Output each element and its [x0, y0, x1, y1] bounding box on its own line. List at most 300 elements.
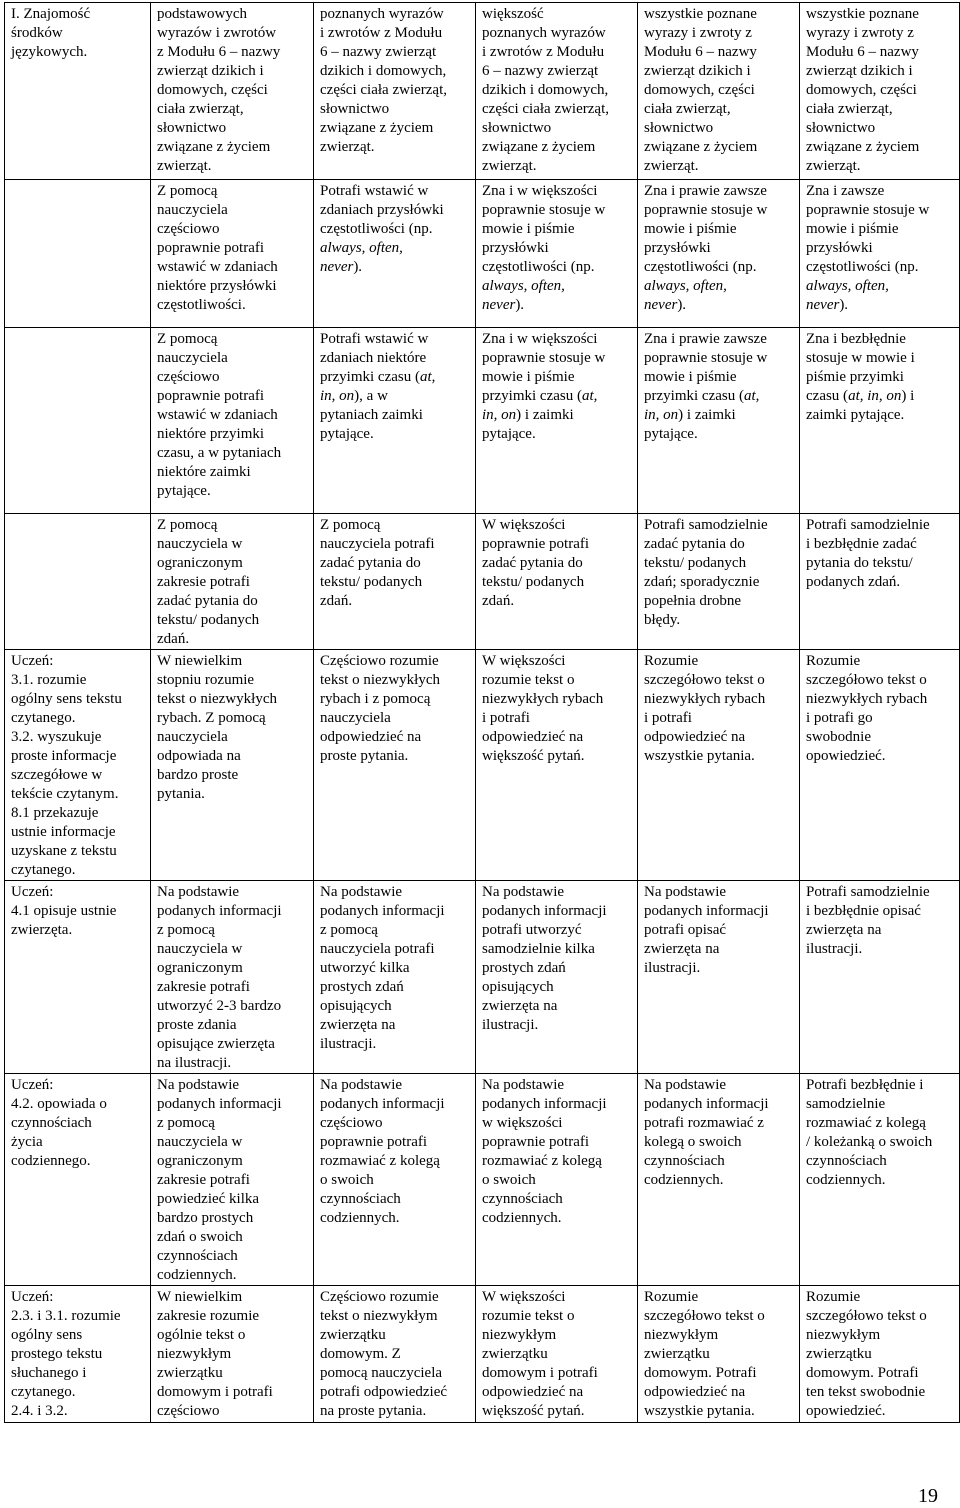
cell-text-line: i potrafi go	[806, 710, 873, 726]
cell-text-line: ograniczonym	[157, 1153, 243, 1169]
cell-text-line: nauczyciela	[157, 729, 228, 745]
cell-text-line: always, often,	[482, 278, 565, 294]
cell-text-line: samodzielnie kilka	[482, 941, 595, 957]
cell-text-line: niezwykłym	[482, 1327, 557, 1343]
table-cell-level-3-column	[476, 514, 638, 650]
cell-text-line: nauczyciela potrafi	[320, 536, 435, 552]
cell-text-line: domowym. Potrafi	[644, 1365, 757, 1381]
cell-text-line: opowiedzieć.	[806, 1403, 886, 1419]
cell-text-line: z pomocą	[320, 922, 378, 938]
cell-text-line: przysłówki	[806, 240, 873, 256]
cell-text-line: zaimki pytające.	[806, 407, 905, 423]
table-cell-level-4-column	[638, 514, 800, 650]
cell-text-line: stosuje w mowie i	[806, 350, 915, 366]
cell-text-line: szczegółowe w	[11, 767, 103, 783]
cell-text-line: podstawowych	[157, 6, 247, 22]
cell-text-line: zakresie potrafi	[157, 979, 250, 995]
cell-text-line: Zna i prawie zawsze	[644, 183, 767, 199]
cell-text-line: opisujące zwierzęta	[157, 1036, 275, 1052]
cell-text-line: stopniu rozumie	[157, 672, 255, 688]
cell-text-line: poprawnie potrafi	[482, 536, 590, 552]
table-cell-level-4-column	[638, 881, 800, 1074]
cell-text-line: związane z życiem	[482, 139, 596, 155]
table-cell-level-5-column	[800, 1286, 960, 1423]
cell-text-line: zwierzęta na	[320, 1017, 396, 1033]
cell-text-line: czynnościach	[320, 1191, 401, 1207]
cell-text-line: słownictwo	[644, 120, 714, 136]
cell-text-line: rozumie tekst o	[482, 672, 575, 688]
cell-text-line: czynnościach	[482, 1191, 563, 1207]
cell-text-line: i potrafi	[482, 710, 530, 726]
cell-text-line: tekstu/ podanych	[644, 555, 747, 571]
cell-text-line: zadać pytania do	[320, 555, 421, 571]
table-cell-level-4-column	[638, 180, 800, 328]
cell-text-line: niektóre przysłówki	[157, 278, 277, 294]
cell-text-line: Potrafi wstawić w	[320, 183, 429, 199]
cell-text-line: 2.4. i 3.2.	[11, 1403, 68, 1419]
cell-text-line: potrafi opisać	[644, 922, 727, 938]
cell-text-line: 4.2. opowiada o	[11, 1096, 107, 1112]
cell-text-line: prostych zdań	[320, 979, 404, 995]
cell-text-line: częstotliwości (np.	[806, 259, 919, 275]
table-cell-skill-column	[5, 881, 151, 1074]
cell-text-line: poprawnie potrafi	[320, 1134, 428, 1150]
cell-text-line: domowych, części	[644, 82, 755, 98]
cell-text-line: always, often,	[806, 278, 889, 294]
cell-text-line: Z pomocą	[157, 517, 218, 533]
cell-text-line: zwierzęta na	[806, 922, 882, 938]
table-cell-level-3-column	[476, 3, 638, 180]
cell-text-line: W większości	[482, 1289, 566, 1305]
cell-text-line: rozmawiać z kolegą	[482, 1153, 602, 1169]
cell-text-line: pytania do tekstu/	[806, 555, 913, 571]
table-cell-level-1-column	[151, 180, 314, 328]
cell-text-line: zdań.	[482, 593, 515, 609]
table-row	[5, 881, 960, 1074]
table-row	[5, 1286, 960, 1423]
cell-text-line: 4.1 opisuje ustnie	[11, 903, 117, 919]
cell-text-line: poprawnie potrafi	[157, 240, 265, 256]
cell-text-line: nauczyciela	[320, 710, 391, 726]
cell-text-line: powiedzieć kilka	[157, 1191, 260, 1207]
cell-text-line: rozmawiać z kolegą	[320, 1153, 440, 1169]
cell-text-line: przyimki czasu (at,	[320, 369, 436, 385]
cell-text-line: zakresie potrafi	[157, 1172, 250, 1188]
cell-text-line: i potrafi	[644, 710, 692, 726]
cell-text-line: związane z życiem	[644, 139, 758, 155]
cell-text-line: zwierzątku	[806, 1346, 872, 1362]
cell-text-line: odpowiedzieć na	[644, 1384, 746, 1400]
cell-text-line: odpowiedzieć na	[482, 729, 584, 745]
cell-text-line: częściowo	[320, 1115, 383, 1131]
cell-text-line: zwierząt.	[482, 158, 537, 174]
cell-text-line: Na podstawie	[644, 884, 727, 900]
cell-text-line: językowych.	[11, 44, 88, 60]
cell-text-line: życia	[11, 1134, 43, 1150]
cell-text-line: szczegółowo tekst o	[806, 1308, 927, 1324]
cell-text-line: Na podstawie	[157, 884, 240, 900]
cell-text-line: codziennych.	[806, 1172, 886, 1188]
cell-text-line: wszystkie pytania.	[644, 1403, 755, 1419]
cell-text-line: niezwykłych rybach	[644, 691, 766, 707]
cell-text-line: czynnościach	[644, 1153, 725, 1169]
cell-text-line: Rozumie	[644, 653, 699, 669]
cell-text-line: zwierzęta.	[11, 922, 73, 938]
cell-text-line: swobodnie	[806, 729, 871, 745]
cell-text-line: błędy.	[644, 612, 681, 628]
cell-text-line: wyrazy i zwroty z	[806, 25, 914, 41]
cell-text-line: przysłówki	[482, 240, 549, 256]
table-row	[5, 328, 960, 514]
table-row	[5, 3, 960, 180]
cell-text-line: prostego tekstu	[11, 1346, 103, 1362]
cell-text-line: odpowiedzieć na	[320, 729, 422, 745]
cell-text-line: potrafi utworzyć	[482, 922, 582, 938]
table-cell-level-4-column	[638, 328, 800, 514]
cell-text-line: zadać pytania do	[482, 555, 583, 571]
cell-text-line: proste informacje	[11, 748, 117, 764]
cell-text-line: opisujących	[482, 979, 554, 995]
cell-text-line: prostych zdań	[482, 960, 566, 976]
cell-text-line: Z pomocą	[157, 183, 218, 199]
cell-text-line: W większości	[482, 517, 566, 533]
cell-text-line: ogólny sens tekstu	[11, 691, 122, 707]
cell-text-line: związane z życiem	[806, 139, 920, 155]
cell-text-line: codziennego.	[11, 1153, 91, 1169]
cell-text-line: zadać pytania do	[644, 536, 745, 552]
cell-text-line: większość pytań.	[482, 748, 585, 764]
cell-text-line: domowym. Z	[320, 1346, 401, 1362]
table-cell-level-1-column	[151, 881, 314, 1074]
cell-text-line: codziennych.	[320, 1210, 400, 1226]
cell-text-line: rozumie tekst o	[482, 1308, 575, 1324]
criteria-table-body	[5, 3, 960, 1423]
cell-text-line: czytanego.	[11, 1384, 76, 1400]
cell-text-line: podanych informacji	[482, 903, 607, 919]
cell-text-line: pomocą nauczyciela	[320, 1365, 443, 1381]
cell-text-line: ten tekst swobodnie	[806, 1384, 926, 1400]
cell-text-line: Potrafi wstawić w	[320, 331, 429, 347]
cell-text-line: rybach. Z pomocą	[157, 710, 266, 726]
cell-text-line: / koleżanką o swoich	[806, 1134, 933, 1150]
cell-text-line: ciała zwierząt,	[806, 101, 893, 117]
cell-text-line: codziennych.	[482, 1210, 562, 1226]
cell-text-line: domowym. Potrafi	[806, 1365, 919, 1381]
cell-text-line: 6 – nazwy zwierząt	[482, 63, 599, 79]
cell-text-line: pytaniach zaimki	[320, 407, 423, 423]
cell-text-line: opowiedzieć.	[806, 748, 886, 764]
cell-text-line: never).	[806, 297, 849, 313]
table-cell-skill-column	[5, 180, 151, 328]
page-number: 19	[918, 1485, 938, 1507]
table-cell-level-5-column	[800, 3, 960, 180]
cell-text-line: bardzo proste	[157, 767, 239, 783]
cell-text-line: in, on) i zaimki	[644, 407, 736, 423]
cell-text-line: ograniczonym	[157, 555, 243, 571]
cell-text-line: częstotliwości (np.	[320, 221, 433, 237]
cell-text-line: częstotliwości (np.	[482, 259, 595, 275]
cell-text-line: nauczyciela w	[157, 1134, 243, 1150]
cell-text-line: Uczeń:	[11, 1289, 54, 1305]
cell-text-line: Częściowo rozumie	[320, 653, 439, 669]
cell-text-line: kolegą o swoich	[644, 1134, 742, 1150]
cell-text-line: tekst o niezwykłym	[320, 1308, 438, 1324]
cell-text-line: never).	[482, 297, 525, 313]
cell-text-line: zwierząt dzikich i	[157, 63, 264, 79]
table-cell-level-2-column	[314, 514, 476, 650]
cell-text-line: zwierząt.	[320, 139, 375, 155]
cell-text-line: mowie i piśmie	[644, 369, 737, 385]
cell-text-line: piśmie przyimki	[806, 369, 904, 385]
cell-text-line: ciała zwierząt,	[157, 101, 244, 117]
cell-text-line: domowym i potrafi	[157, 1384, 273, 1400]
cell-text-line: Na podstawie	[157, 1077, 240, 1093]
cell-text-line: zwierzęta na	[644, 941, 720, 957]
cell-text-line: zdań.	[157, 631, 190, 647]
cell-text-line: zwierzątku	[157, 1365, 223, 1381]
cell-text-line: zakresie rozumie	[157, 1308, 260, 1324]
cell-text-line: Rozumie	[806, 1289, 861, 1305]
cell-text-line: poprawnie stosuje w	[644, 350, 768, 366]
table-cell-level-1-column	[151, 650, 314, 881]
table-cell-level-3-column	[476, 1286, 638, 1423]
cell-text-line: ilustracji.	[482, 1017, 539, 1033]
cell-text-line: niezwykłym	[644, 1327, 719, 1343]
cell-text-line: in, on) i zaimki	[482, 407, 574, 423]
cell-text-line: zwierząt.	[806, 158, 861, 174]
cell-text-line: nauczyciela w	[157, 941, 243, 957]
cell-text-line: poprawnie stosuje w	[644, 202, 768, 218]
cell-text-line: tekst o niezwykłych	[157, 691, 277, 707]
cell-text-line: always, often,	[644, 278, 727, 294]
cell-text-line: podanych informacji	[482, 1096, 607, 1112]
cell-text-line: dzikich i domowych,	[482, 82, 609, 98]
cell-text-line: niezwykłym	[806, 1327, 881, 1343]
criteria-table	[4, 2, 960, 1423]
cell-text-line: niezwykłych rybach	[482, 691, 604, 707]
cell-text-line: Na podstawie	[320, 884, 403, 900]
cell-text-line: Rozumie	[806, 653, 861, 669]
cell-text-line: wyrazy i zwroty z	[644, 25, 752, 41]
cell-text-line: ciała zwierząt,	[644, 101, 731, 117]
cell-text-line: proste pytania.	[320, 748, 409, 764]
cell-text-line: Zna i w większości	[482, 183, 598, 199]
cell-text-line: Potrafi samodzielnie	[806, 884, 930, 900]
cell-text-line: Rozumie	[644, 1289, 699, 1305]
cell-text-line: z pomocą	[157, 922, 215, 938]
cell-text-line: Uczeń:	[11, 1077, 54, 1093]
cell-text-line: podanych informacji	[644, 1096, 769, 1112]
cell-text-line: słownictwo	[806, 120, 876, 136]
cell-text-line: zwierząt.	[157, 158, 212, 174]
cell-text-line: związane z życiem	[157, 139, 271, 155]
cell-text-line: Z pomocą	[320, 517, 381, 533]
cell-text-line: częściowo	[157, 221, 220, 237]
cell-text-line: czytanego.	[11, 710, 76, 726]
cell-text-line: czynnościach	[806, 1153, 887, 1169]
cell-text-line: słownictwo	[482, 120, 552, 136]
cell-text-line: niezwykłym	[157, 1346, 232, 1362]
cell-text-line: W niewielkim	[157, 1289, 243, 1305]
table-cell-level-5-column	[800, 881, 960, 1074]
table-cell-level-5-column	[800, 1074, 960, 1286]
cell-text-line: i zwrotów z Modułu	[482, 44, 605, 60]
cell-text-line: ilustracji.	[806, 941, 863, 957]
cell-text-line: podanych informacji	[157, 903, 282, 919]
cell-text-line: uzyskane z tekstu	[11, 843, 117, 859]
cell-text-line: pytające.	[320, 426, 374, 442]
table-cell-level-1-column	[151, 1286, 314, 1423]
cell-text-line: poprawnie potrafi	[482, 1134, 590, 1150]
cell-text-line: Uczeń:	[11, 884, 54, 900]
cell-text-line: codziennych.	[157, 1267, 237, 1283]
table-cell-level-1-column	[151, 1074, 314, 1286]
table-cell-level-2-column	[314, 881, 476, 1074]
cell-text-line: podanych informacji	[644, 903, 769, 919]
cell-text-line: 2.3. i 3.1. rozumie	[11, 1308, 121, 1324]
cell-text-line: zdań.	[320, 593, 353, 609]
table-row	[5, 1074, 960, 1286]
table-cell-level-1-column	[151, 3, 314, 180]
cell-text-line: Zna i w większości	[482, 331, 598, 347]
cell-text-line: z Modułu 6 – nazwy	[157, 44, 281, 60]
cell-text-line: ilustracji.	[320, 1036, 377, 1052]
cell-text-line: na ilustracji.	[157, 1055, 232, 1071]
table-cell-level-2-column	[314, 328, 476, 514]
cell-text-line: rybach i z pomocą	[320, 691, 431, 707]
cell-text-line: wszystkie pytania.	[644, 748, 755, 764]
cell-text-line: zwierzęta na	[482, 998, 558, 1014]
cell-text-line: samodzielnie	[806, 1096, 886, 1112]
cell-text-line: nauczyciela potrafi	[320, 941, 435, 957]
table-cell-level-3-column	[476, 1074, 638, 1286]
cell-text-line: Potrafi bezbłędnie i	[806, 1077, 924, 1093]
cell-text-line: podanych informacji	[320, 903, 445, 919]
cell-text-line: rozmawiać z kolegą	[806, 1115, 926, 1131]
table-cell-level-4-column	[638, 1074, 800, 1286]
cell-text-line: czynnościach	[157, 1248, 238, 1264]
cell-text-line: zwierzątku	[320, 1327, 386, 1343]
cell-text-line: niektóre przyimki	[157, 426, 265, 442]
table-cell-level-5-column	[800, 650, 960, 881]
cell-text-line: i bezbłędnie zadać	[806, 536, 917, 552]
cell-text-line: bardzo prostych	[157, 1210, 254, 1226]
table-cell-level-3-column	[476, 180, 638, 328]
cell-text-line: Modułu 6 – nazwy	[644, 44, 757, 60]
cell-text-line: I. Znajomość	[11, 6, 91, 22]
cell-text-line: poprawnie stosuje w	[482, 202, 606, 218]
cell-text-line: wszystkie poznane	[644, 6, 757, 22]
cell-text-line: utworzyć kilka	[320, 960, 410, 976]
cell-text-line: 6 – nazwy zwierząt	[320, 44, 437, 60]
cell-text-line: 3.1. rozumie	[11, 672, 87, 688]
cell-text-line: zwierzątku	[644, 1346, 710, 1362]
cell-text-line: zwierząt dzikich i	[806, 63, 913, 79]
cell-text-line: 8.1 przekazuje	[11, 805, 99, 821]
cell-text-line: Na podstawie	[482, 1077, 565, 1093]
table-cell-skill-column	[5, 650, 151, 881]
cell-text-line: mowie i piśmie	[482, 221, 575, 237]
table-cell-skill-column	[5, 1286, 151, 1423]
table-cell-level-5-column	[800, 328, 960, 514]
cell-text-line: częściowo	[157, 1403, 220, 1419]
cell-text-line: częstotliwości (np.	[644, 259, 757, 275]
cell-text-line: częstotliwości.	[157, 297, 246, 313]
cell-text-line: Z pomocą	[157, 331, 218, 347]
cell-text-line: mowie i piśmie	[482, 369, 575, 385]
cell-text-line: szczegółowo tekst o	[644, 672, 765, 688]
table-cell-skill-column	[5, 3, 151, 180]
cell-text-line: większość pytań.	[482, 1403, 585, 1419]
cell-text-line: odpowiedzieć na	[644, 729, 746, 745]
cell-text-line: tekstu/ podanych	[157, 612, 260, 628]
cell-text-line: czasu (at, in, on) i	[806, 388, 915, 404]
table-cell-level-2-column	[314, 1286, 476, 1423]
table-cell-level-4-column	[638, 1286, 800, 1423]
cell-text-line: zakresie potrafi	[157, 574, 250, 590]
table-cell-skill-column	[5, 1074, 151, 1286]
cell-text-line: always, often,	[320, 240, 403, 256]
cell-text-line: niektóre zaimki	[157, 464, 251, 480]
cell-text-line: W większości	[482, 653, 566, 669]
cell-text-line: nauczyciela	[157, 202, 228, 218]
cell-text-line: ogólny sens	[11, 1327, 83, 1343]
cell-text-line: zdań; sporadycznie	[644, 574, 760, 590]
table-cell-level-1-column	[151, 514, 314, 650]
cell-text-line: domowych, części	[157, 82, 268, 98]
cell-text-line: zdaniach przysłówki	[320, 202, 444, 218]
cell-text-line: never).	[644, 297, 687, 313]
cell-text-line: o swoich	[482, 1172, 536, 1188]
cell-text-line: potrafi rozmawiać z	[644, 1115, 764, 1131]
cell-text-line: pytania.	[157, 786, 205, 802]
table-cell-level-3-column	[476, 328, 638, 514]
table-row	[5, 180, 960, 328]
cell-text-line: pytające.	[157, 483, 211, 499]
cell-text-line: ograniczonym	[157, 960, 243, 976]
cell-text-line: zwierzątku	[482, 1346, 548, 1362]
cell-text-line: tekście czytanym.	[11, 786, 119, 802]
cell-text-line: nauczyciela w	[157, 536, 243, 552]
cell-text-line: nauczyciela	[157, 350, 228, 366]
cell-text-line: odpowiada na	[157, 748, 241, 764]
cell-text-line: codziennych.	[644, 1172, 724, 1188]
cell-text-line: związane z życiem	[320, 120, 434, 136]
cell-text-line: zwierząt dzikich i	[644, 63, 751, 79]
cell-text-line: dzikich i domowych,	[320, 63, 447, 79]
cell-text-line: ustnie informacje	[11, 824, 116, 840]
table-cell-level-4-column	[638, 650, 800, 881]
cell-text-line: poznanych wyrazów	[482, 25, 606, 41]
cell-text-line: na proste pytania.	[320, 1403, 427, 1419]
cell-text-line: i zwrotów z Modułu	[320, 25, 443, 41]
cell-text-line: wstawić w zdaniach	[157, 407, 278, 423]
cell-text-line: podanych informacji	[320, 1096, 445, 1112]
cell-text-line: mowie i piśmie	[806, 221, 899, 237]
cell-text-line: Na podstawie	[482, 884, 565, 900]
cell-text-line: wszystkie poznane	[806, 6, 919, 22]
cell-text-line: części ciała zwierząt,	[482, 101, 609, 117]
table-cell-level-2-column	[314, 180, 476, 328]
table-cell-level-2-column	[314, 3, 476, 180]
cell-text-line: o swoich	[320, 1172, 374, 1188]
cell-text-line: podanych informacji	[157, 1096, 282, 1112]
cell-text-line: słownictwo	[157, 120, 227, 136]
cell-text-line: Potrafi samodzielnie	[806, 517, 930, 533]
cell-text-line: zdaniach niektóre	[320, 350, 427, 366]
cell-text-line: Modułu 6 – nazwy	[806, 44, 919, 60]
table-cell-skill-column	[5, 328, 151, 514]
